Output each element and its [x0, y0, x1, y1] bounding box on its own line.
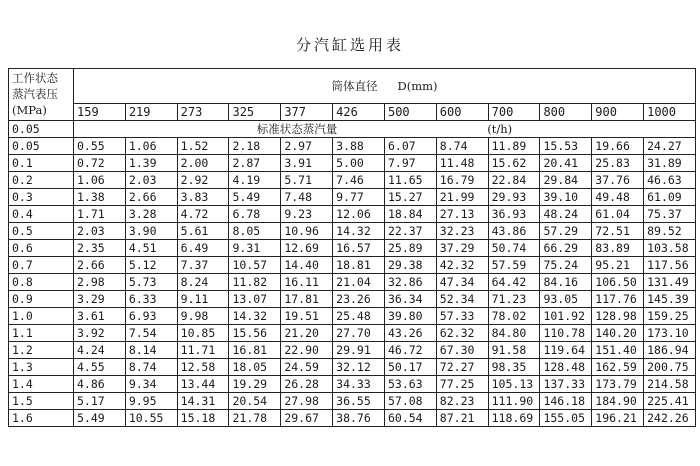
flow-cell: 173.10	[644, 325, 696, 342]
diameter-cell: 700	[488, 104, 540, 121]
flow-cell: 146.18	[540, 393, 592, 410]
flow-cell: 7.97	[384, 155, 436, 172]
flow-cell: 25.48	[333, 308, 385, 325]
flow-cell: 2.92	[177, 172, 229, 189]
flow-cell: 15.56	[229, 325, 281, 342]
flow-cell: 91.58	[488, 342, 540, 359]
flow-cell: 75.24	[540, 257, 592, 274]
diameter-cell: 325	[229, 104, 281, 121]
flow-cell: 39.80	[384, 308, 436, 325]
flow-cell: 22.84	[488, 172, 540, 189]
flow-cell: 53.63	[384, 376, 436, 393]
flow-cell: 5.73	[125, 274, 177, 291]
diameter-symbol: D(mm)	[397, 78, 438, 93]
flow-cell: 1.71	[74, 206, 126, 223]
flow-cell: 29.91	[333, 342, 385, 359]
flow-cell: 75.37	[644, 206, 696, 223]
flow-cell: 4.24	[74, 342, 126, 359]
flow-cell: 3.88	[333, 138, 385, 155]
flow-cell: 46.72	[384, 342, 436, 359]
flow-cell: 1.39	[125, 155, 177, 172]
flow-cell: 32.86	[384, 274, 436, 291]
flow-cell: 162.59	[592, 359, 644, 376]
flow-cell: 3.28	[125, 206, 177, 223]
flow-cell: 43.86	[488, 223, 540, 240]
flow-cell: 8.74	[125, 359, 177, 376]
diameter-cell: 219	[125, 104, 177, 121]
flow-cell: 27.98	[281, 393, 333, 410]
pressure-cell: 1.6	[9, 410, 74, 427]
table-row	[9, 325, 696, 342]
flow-cell: 11.89	[488, 138, 540, 155]
flow-cell: 4.19	[229, 172, 281, 189]
flow-cell: 11.82	[229, 274, 281, 291]
flow-cell: 89.52	[644, 223, 696, 240]
flow-cell: 52.34	[436, 291, 488, 308]
flow-cell: 15.62	[488, 155, 540, 172]
flow-cell: 117.76	[592, 291, 644, 308]
flow-cell: 184.90	[592, 393, 644, 410]
flow-cell: 72.51	[592, 223, 644, 240]
diameter-cell: 1000	[644, 104, 696, 121]
table-row	[9, 189, 696, 206]
flow-cell: 83.89	[592, 240, 644, 257]
flow-cell: 47.34	[436, 274, 488, 291]
table-row	[9, 206, 696, 223]
flow-cell: 128.48	[540, 359, 592, 376]
pressure-cell: 0.9	[9, 291, 74, 308]
flow-cell: 18.84	[384, 206, 436, 223]
flow-cell: 34.33	[333, 376, 385, 393]
pressure-cell: 0.5	[9, 223, 74, 240]
header-row-diameter-label	[9, 69, 696, 104]
table-row	[9, 359, 696, 376]
standard-flow-unit: (t/h)	[487, 121, 513, 136]
flow-cell: 6.07	[384, 138, 436, 155]
flow-cell: 77.25	[436, 376, 488, 393]
flow-cell: 84.16	[540, 274, 592, 291]
flow-cell: 21.20	[281, 325, 333, 342]
diameter-cell: 426	[333, 104, 385, 121]
table-row	[9, 274, 696, 291]
flow-cell: 67.30	[436, 342, 488, 359]
flow-cell: 24.59	[281, 359, 333, 376]
flow-cell: 16.57	[333, 240, 385, 257]
flow-cell: 118.69	[488, 410, 540, 427]
flow-cell: 9.95	[125, 393, 177, 410]
table-row	[9, 240, 696, 257]
flow-cell: 57.29	[540, 223, 592, 240]
flow-cell: 9.11	[177, 291, 229, 308]
flow-cell: 155.05	[540, 410, 592, 427]
pressure-header-line: 蒸汽表压	[12, 87, 58, 101]
flow-cell: 8.24	[177, 274, 229, 291]
pressure-cell: 0.7	[9, 257, 74, 274]
header-row-standard-flow	[9, 121, 696, 138]
flow-cell: 25.83	[592, 155, 644, 172]
flow-cell: 11.65	[384, 172, 436, 189]
flow-cell: 93.05	[540, 291, 592, 308]
pressure-cell: 0.05	[9, 138, 74, 155]
flow-cell: 196.21	[592, 410, 644, 427]
flow-cell: 13.44	[177, 376, 229, 393]
pressure-cell: 1.1	[9, 325, 74, 342]
flow-cell: 6.78	[229, 206, 281, 223]
table-row	[9, 257, 696, 274]
flow-cell: 57.08	[384, 393, 436, 410]
flow-cell: 14.32	[333, 223, 385, 240]
flow-cell: 159.25	[644, 308, 696, 325]
flow-cell: 3.83	[177, 189, 229, 206]
flow-cell: 78.02	[488, 308, 540, 325]
flow-cell: 6.33	[125, 291, 177, 308]
flow-cell: 18.05	[229, 359, 281, 376]
flow-cell: 11.71	[177, 342, 229, 359]
flow-cell: 10.57	[229, 257, 281, 274]
flow-cell: 7.46	[333, 172, 385, 189]
flow-cell: 37.76	[592, 172, 644, 189]
pressure-cell: 1.5	[9, 393, 74, 410]
flow-cell: 173.79	[592, 376, 644, 393]
flow-cell: 16.81	[229, 342, 281, 359]
flow-cell: 110.78	[540, 325, 592, 342]
flow-cell: 6.93	[125, 308, 177, 325]
flow-cell: 14.32	[229, 308, 281, 325]
flow-cell: 3.61	[74, 308, 126, 325]
flow-cell: 15.18	[177, 410, 229, 427]
flow-cell: 14.31	[177, 393, 229, 410]
flow-cell: 46.63	[644, 172, 696, 189]
flow-cell: 9.77	[333, 189, 385, 206]
flow-cell: 4.86	[74, 376, 126, 393]
flow-cell: 61.09	[644, 189, 696, 206]
flow-cell: 2.98	[74, 274, 126, 291]
flow-cell: 14.40	[281, 257, 333, 274]
flow-cell: 8.05	[229, 223, 281, 240]
flow-cell: 5.61	[177, 223, 229, 240]
pressure-cell: 1.4	[9, 376, 74, 393]
flow-cell: 9.34	[125, 376, 177, 393]
flow-cell: 39.10	[540, 189, 592, 206]
flow-cell: 21.99	[436, 189, 488, 206]
flow-cell: 19.51	[281, 308, 333, 325]
flow-cell: 140.20	[592, 325, 644, 342]
flow-cell: 84.80	[488, 325, 540, 342]
flow-cell: 106.50	[592, 274, 644, 291]
page-title: 分汽缸选用表	[295, 38, 404, 54]
flow-cell: 22.90	[281, 342, 333, 359]
diameter-cell: 159	[74, 104, 126, 121]
diameter-cell: 600	[436, 104, 488, 121]
flow-cell: 214.58	[644, 376, 696, 393]
flow-cell: 50.17	[384, 359, 436, 376]
flow-cell: 0.55	[74, 138, 126, 155]
pressure-header-line: (MPa)	[12, 103, 47, 117]
flow-cell: 72.27	[436, 359, 488, 376]
diameter-cell: 500	[384, 104, 436, 121]
flow-cell: 3.90	[125, 223, 177, 240]
flow-cell: 29.93	[488, 189, 540, 206]
flow-cell: 9.23	[281, 206, 333, 223]
flow-cell: 36.55	[333, 393, 385, 410]
flow-cell: 19.66	[592, 138, 644, 155]
flow-cell: 16.79	[436, 172, 488, 189]
flow-cell: 29.67	[281, 410, 333, 427]
flow-cell: 24.27	[644, 138, 696, 155]
flow-cell: 119.64	[540, 342, 592, 359]
flow-cell: 1.06	[74, 172, 126, 189]
flow-cell: 37.29	[436, 240, 488, 257]
flow-cell: 12.69	[281, 240, 333, 257]
pressure-header	[9, 69, 74, 121]
flow-cell: 186.94	[644, 342, 696, 359]
flow-cell: 0.72	[74, 155, 126, 172]
flow-cell: 2.66	[74, 257, 126, 274]
flow-cell: 25.89	[384, 240, 436, 257]
flow-cell: 29.84	[540, 172, 592, 189]
flow-cell: 117.56	[644, 257, 696, 274]
flow-cell: 10.96	[281, 223, 333, 240]
flow-cell: 10.85	[177, 325, 229, 342]
table-row	[9, 291, 696, 308]
flow-cell: 4.72	[177, 206, 229, 223]
flow-cell: 48.24	[540, 206, 592, 223]
table-row	[9, 172, 696, 189]
flow-cell: 11.48	[436, 155, 488, 172]
flow-cell: 98.35	[488, 359, 540, 376]
flow-cell: 49.48	[592, 189, 644, 206]
flow-cell: 3.91	[281, 155, 333, 172]
table-row	[9, 138, 696, 155]
standard-flow-label: 标准状态蒸汽量	[256, 121, 338, 136]
flow-cell: 1.52	[177, 138, 229, 155]
flow-cell: 36.34	[384, 291, 436, 308]
flow-cell: 4.51	[125, 240, 177, 257]
flow-cell: 18.81	[333, 257, 385, 274]
table-row	[9, 342, 696, 359]
table-row	[9, 376, 696, 393]
flow-cell: 66.29	[540, 240, 592, 257]
flow-cell: 1.06	[125, 138, 177, 155]
flow-cell: 20.41	[540, 155, 592, 172]
flow-cell: 16.11	[281, 274, 333, 291]
flow-cell: 27.13	[436, 206, 488, 223]
flow-cell: 200.75	[644, 359, 696, 376]
table-row	[9, 155, 696, 172]
flow-cell: 32.23	[436, 223, 488, 240]
pressure-cell: 0.8	[9, 274, 74, 291]
flow-cell: 17.81	[281, 291, 333, 308]
flow-cell: 145.39	[644, 291, 696, 308]
flow-cell: 82.23	[436, 393, 488, 410]
flow-cell: 87.21	[436, 410, 488, 427]
flow-cell: 23.26	[333, 291, 385, 308]
flow-cell: 5.49	[74, 410, 126, 427]
pressure-cell: 0.1	[9, 155, 74, 172]
flow-cell: 20.54	[229, 393, 281, 410]
flow-cell: 5.12	[125, 257, 177, 274]
flow-cell: 21.78	[229, 410, 281, 427]
flow-cell: 128.98	[592, 308, 644, 325]
flow-cell: 8.74	[436, 138, 488, 155]
flow-cell: 5.49	[229, 189, 281, 206]
flow-cell: 13.07	[229, 291, 281, 308]
pressure-cell: 0.2	[9, 172, 74, 189]
flow-cell: 32.12	[333, 359, 385, 376]
flow-cell: 2.03	[125, 172, 177, 189]
flow-cell: 71.23	[488, 291, 540, 308]
flow-cell: 12.06	[333, 206, 385, 223]
table-row	[9, 223, 696, 240]
flow-cell: 151.40	[592, 342, 644, 359]
flow-cell: 9.31	[229, 240, 281, 257]
flow-cell: 50.74	[488, 240, 540, 257]
standard-flow-header	[74, 121, 696, 138]
flow-cell: 27.70	[333, 325, 385, 342]
flow-cell: 2.03	[74, 223, 126, 240]
pressure-cell: 1.2	[9, 342, 74, 359]
flow-cell: 5.17	[74, 393, 126, 410]
flow-cell: 15.53	[540, 138, 592, 155]
flow-cell: 111.90	[488, 393, 540, 410]
pressure-cell: 1.0	[9, 308, 74, 325]
flow-cell: 2.66	[125, 189, 177, 206]
flow-cell: 3.29	[74, 291, 126, 308]
pressure-header-line: 工作状态	[12, 71, 58, 85]
flow-cell: 60.54	[384, 410, 436, 427]
flow-cell: 95.21	[592, 257, 644, 274]
table-row	[9, 308, 696, 325]
flow-cell: 57.59	[488, 257, 540, 274]
header-row-diameters	[9, 104, 696, 121]
flow-cell: 57.33	[436, 308, 488, 325]
flow-cell: 7.37	[177, 257, 229, 274]
flow-cell: 5.00	[333, 155, 385, 172]
flow-cell: 12.58	[177, 359, 229, 376]
flow-cell: 4.55	[74, 359, 126, 376]
flow-cell: 131.49	[644, 274, 696, 291]
diameter-cell: 273	[177, 104, 229, 121]
flow-cell: 9.98	[177, 308, 229, 325]
flow-cell: 2.18	[229, 138, 281, 155]
flow-cell: 31.89	[644, 155, 696, 172]
diameter-cell: 900	[592, 104, 644, 121]
flow-cell: 38.76	[333, 410, 385, 427]
flow-cell: 2.87	[229, 155, 281, 172]
diameter-label: 筒体直径	[331, 78, 378, 93]
flow-cell: 2.35	[74, 240, 126, 257]
pressure-cell: 1.3	[9, 359, 74, 376]
flow-cell: 10.55	[125, 410, 177, 427]
flow-cell: 64.42	[488, 274, 540, 291]
flow-cell: 2.97	[281, 138, 333, 155]
flow-cell: 1.38	[74, 189, 126, 206]
flow-cell: 103.58	[644, 240, 696, 257]
flow-cell: 6.49	[177, 240, 229, 257]
pressure-cell: 0.4	[9, 206, 74, 223]
diameter-header	[74, 69, 696, 104]
diameter-cell: 800	[540, 104, 592, 121]
flow-cell: 5.71	[281, 172, 333, 189]
flow-cell: 101.92	[540, 308, 592, 325]
flow-cell: 19.29	[229, 376, 281, 393]
flow-cell: 61.04	[592, 206, 644, 223]
flow-cell: 26.28	[281, 376, 333, 393]
steam-header-selection-table	[8, 68, 696, 427]
flow-cell: 242.26	[644, 410, 696, 427]
flow-cell: 8.14	[125, 342, 177, 359]
flow-cell: 225.41	[644, 393, 696, 410]
first-pressure-cell: 0.05	[9, 121, 74, 138]
flow-cell: 21.04	[333, 274, 385, 291]
flow-cell: 137.33	[540, 376, 592, 393]
flow-cell: 7.54	[125, 325, 177, 342]
flow-cell: 43.26	[384, 325, 436, 342]
pressure-cell: 0.6	[9, 240, 74, 257]
flow-cell: 15.27	[384, 189, 436, 206]
flow-cell: 36.93	[488, 206, 540, 223]
flow-cell: 29.38	[384, 257, 436, 274]
table-row	[9, 393, 696, 410]
pressure-cell: 0.3	[9, 189, 74, 206]
flow-cell: 62.32	[436, 325, 488, 342]
flow-cell: 7.48	[281, 189, 333, 206]
flow-cell: 105.13	[488, 376, 540, 393]
diameter-cell: 377	[281, 104, 333, 121]
table-row	[9, 410, 696, 427]
flow-cell: 42.32	[436, 257, 488, 274]
flow-cell: 2.00	[177, 155, 229, 172]
flow-cell: 22.37	[384, 223, 436, 240]
flow-cell: 3.92	[74, 325, 126, 342]
